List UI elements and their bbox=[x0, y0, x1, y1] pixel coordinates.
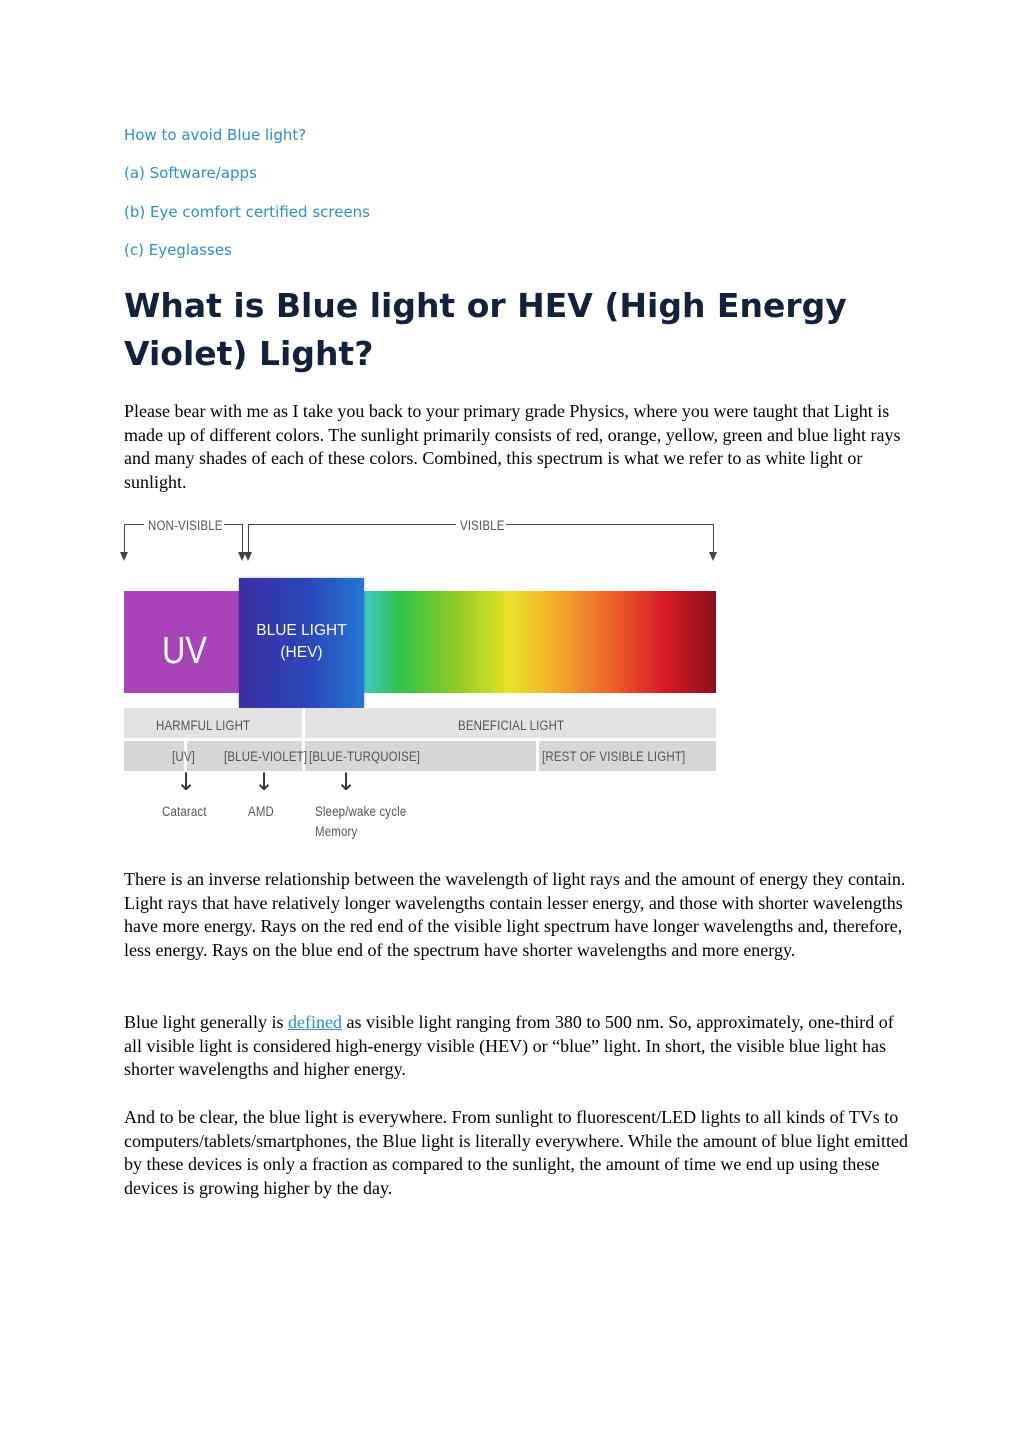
everywhere-paragraph: And to be clear, the blue light is everywhere. From sunlight to fluorescent/LED lights to all kinds of TVs to computers/tablets/smartphones, the Blue light is literally everywhere. While the amount of blue light emitted by these devices is only a fraction as compared to the sunlight, the amount of time we end up using these devices is growing higher by the day. bbox=[124, 1107, 908, 1198]
visible-spectrum-band bbox=[360, 591, 716, 693]
sleep-wake-label: Sleep/wake cycle bbox=[315, 804, 407, 819]
amd-label: AMD bbox=[248, 804, 275, 819]
visible-bracket-left-vertical bbox=[248, 524, 249, 552]
uv-label: UV bbox=[162, 630, 207, 672]
blue-violet-category-label: [BLUE-VIOLET] bbox=[224, 749, 308, 764]
visible-right-arrow-icon bbox=[709, 552, 717, 561]
beneficial-light-label: BENEFICIAL LIGHT bbox=[458, 718, 565, 733]
definition-text-after: as visible light ranging from 380 to 500 nm. So, approximately, one-third of all visible light is considered high-energy visible (HEV) or “blue” light. In short, the visible blue light has shorter wavelengths and higher energy. bbox=[124, 1012, 894, 1079]
memory-label: Memory bbox=[315, 824, 358, 839]
toc-item-software: (a) Software/apps bbox=[124, 164, 257, 182]
visible-left-arrow-icon bbox=[244, 552, 252, 561]
defined-link[interactable]: defined bbox=[287, 1012, 342, 1032]
rest-visible-category-label: [REST OF VISIBLE LIGHT] bbox=[542, 749, 686, 764]
non-visible-bracket-left-vertical bbox=[124, 524, 125, 552]
non-visible-bracket-right bbox=[224, 524, 242, 525]
blue-light-label: BLUE LIGHT bbox=[256, 622, 347, 639]
intro-paragraph: Please bear with me as I take you back to your primary grade Physics, where you were taught that Light is made up of different colors. The sunlight primarily consists of red, orange, yellow, green and blue light rays and many shades of each of these colors. Combined, this spectrum is what we refer to as white light or sunlight. bbox=[124, 401, 901, 492]
visible-bracket-right-vertical bbox=[713, 524, 714, 552]
arrow-down-icon: ↓ bbox=[336, 768, 357, 796]
visible-label: VISIBLE bbox=[460, 518, 505, 533]
non-visible-label: NON-VISIBLE bbox=[148, 518, 223, 533]
toc-item-eyeglasses: (c) Eyeglasses bbox=[124, 241, 232, 259]
hev-label: (HEV) bbox=[280, 644, 323, 661]
arrow-down-icon: ↓ bbox=[176, 768, 197, 796]
visible-bracket-right bbox=[506, 524, 713, 525]
uv-category-label: [UV] bbox=[172, 749, 196, 764]
definition-text-before: Blue light generally is bbox=[124, 1012, 288, 1032]
cataract-label: Cataract bbox=[162, 804, 207, 819]
toc-item-screens: (b) Eye comfort certified screens bbox=[124, 203, 370, 221]
non-visible-bracket-left bbox=[124, 524, 144, 525]
blue-turquoise-category-label: [BLUE-TURQUOISE] bbox=[309, 749, 421, 764]
wavelength-paragraph: There is an inverse relationship between the wavelength of light rays and the amount of energy they contain. Light rays that have relatively longer wavelengths contain lesser energy, and those with shorter wavelengths have more energy. Rays on the red end of the visible light spectrum have longer wavelengths and, therefore, less energy. Rays on the blue end of the spectrum have shorter wavelengths and more energy. bbox=[124, 869, 906, 960]
turquoise-divider bbox=[536, 741, 539, 771]
page-title: What is Blue light or HEV (High Energy Violet) Light? bbox=[124, 286, 847, 373]
blue-light-band bbox=[239, 578, 364, 708]
definition-paragraph bbox=[124, 1011, 909, 1082]
visible-bracket-left bbox=[248, 524, 456, 525]
arrow-down-icon: ↓ bbox=[254, 768, 275, 796]
harmful-light-label: HARMFUL LIGHT bbox=[156, 718, 251, 733]
toc-heading: How to avoid Blue light? bbox=[124, 126, 307, 144]
light-spectrum-diagram bbox=[124, 518, 724, 848]
non-visible-bracket-right-vertical bbox=[242, 524, 243, 552]
non-visible-left-arrow-icon bbox=[120, 552, 128, 561]
